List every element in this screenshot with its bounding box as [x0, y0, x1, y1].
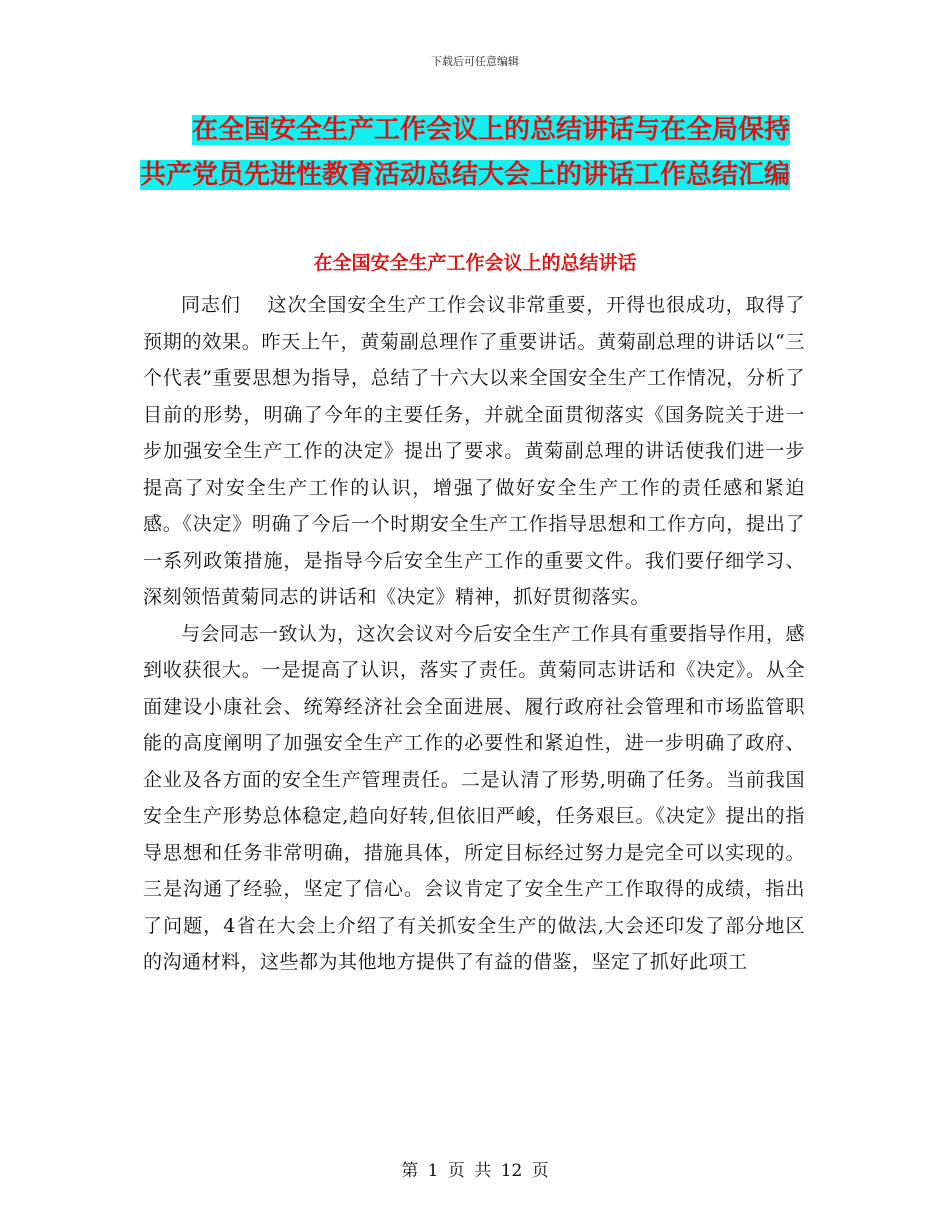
header-note: 下载后可任意编辑 — [431, 55, 519, 68]
section-title: 在全国安全生产工作会议上的总结讲话 — [313, 252, 637, 274]
document-title-line-2-text: 共产党员先进性教育活动总结大会上的讲话工作总结汇编 — [140, 160, 791, 190]
document-title — [140, 108, 815, 198]
paragraph-1: 同志们 这次全国安全生产工作会议非常重要，开得也很成功，取得了预期的效果。昨天上午，黄菊副总理作了重要讲话。黄菊副总理的讲话以“三个代表”重要思想为指导，总结了十六大以来全国安全生产工作情况，分析了目前的形势，明确了今年的主要任务，并就全面贯彻落实《国务院关于进一步加强安全生产工作的决定》提出了要求。黄菊副总理的讲话使我们进一步提高了对安全生产工作的认识，增强了做好安全生产工作的责任感和紧迫感。《决定》明确了今后一个时期安全生产工作指导思想和工作方向，提出了一系列政策措施，是指导今后安全生产工作的重要文件。我们要仔细学习、深刻领悟黄菊同志的讲话和《决定》精神，抓好贯彻落实。 — [143, 294, 805, 608]
document-title-line-2 — [140, 153, 815, 198]
document-title-line-1-text: 在全国安全生产工作会议上的总结讲话与在全局保持 — [192, 115, 791, 145]
page-number: 第 1 页 共 12 页 — [401, 1161, 549, 1181]
paragraph-2: 与会同志一致认为，这次会议对今后安全生产工作具有重要指导作用，感到收获很大。一是提高了认识，落实了责任。黄菊同志讲话和《决定》。从全面建设小康社会、统筹经济社会全面进展、履行政府社会管理和市场监管职能的高度阐明了加强安全生产工作的必要性和紧迫性，进一步明确了政府、企业及各方面的安全生产管理责任。二是认清了形势,明确了任务。当前我国安全生产形势总体稳定,趋向好转,但依旧严峻，任务艰巨。《决定》提出的指导思想和任务非常明确，措施具体，所定目标经过努力是完全可以实现的。三是沟通了经验，坚定了信心。会议肯定了安全生产工作取得的成绩，指出了问题，4省在大会上介绍了有关抓安全生产的做法,大会还印发了部分地区的沟通材料，这些都为其他地方提供了有益的借鉴，坚定了抓好此项工 — [143, 622, 806, 973]
document-title-line-1 — [140, 108, 815, 153]
body-text — [143, 287, 805, 981]
